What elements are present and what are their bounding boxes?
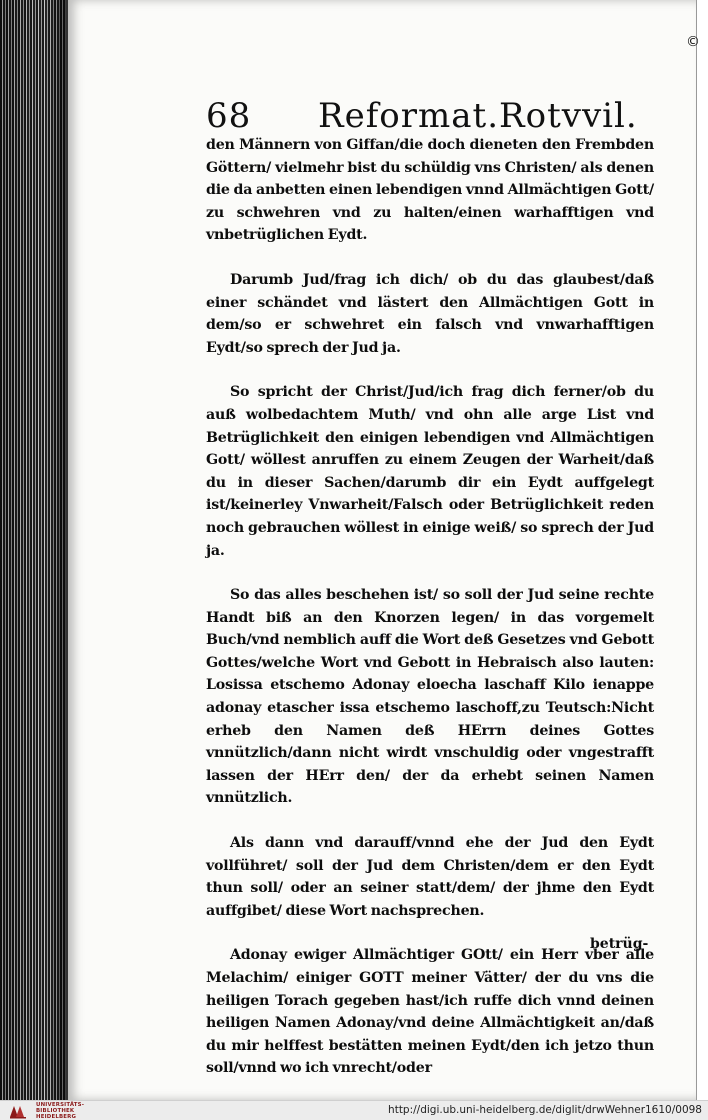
library-name-line-2: BIBLIOTHEK [36,1108,75,1114]
page-number: 68 [206,96,252,136]
running-title: Reformat.Rotvvil. [318,96,638,136]
library-name[interactable] [36,1102,84,1120]
university-library-logo-icon[interactable] [8,1103,28,1119]
paragraph-2: Darumb Jud/frag ich dich/ ob du das glaubest/daß einer schändet vnd lästert den Allmächtigen Gott in dem/so er schwehret ein falsch vnd vnwarhafftigen Eydt/so sprech der Jud ja. [206,271,654,356]
book-page-edges [0,0,68,1100]
library-name-line-1: UNIVERSITÄTS- [36,1102,85,1108]
paragraph-5: Als dann vnd darauff/vnnd ehe der Jud den Eydt vollführet/ soll der Jud dem Christen/dem er den Eydt thun soll/ oder an seiner statt/dem/ der jhme den Eydt auffgibet/ diese Wort nachsprechen. [206,835,654,919]
page-text [206,134,654,1080]
paragraph-6: Adonay ewiger Allmächtiger GOtt/ ein Herr vber alle Melachim/ einiger GOTT meiner Vätter/ der du vns die heiligen Torach gegeben hast/ich ruffe dich vnnd deinen heiligen Namen Adonay/vnd deine Allmächtigkeit an/daß du mir helffest bestätten meinen Eydt/den ich jetzo thun soll/vnnd wo ich vnrecht/oder [206,947,654,1077]
paragraph-1: den Männern von Giffan/die doch dieneten den Frembden Göttern/ vielmehr bist du schüldig vns Christen/ als denen die da anbetten einen lebendigen vnnd Allmächtigen Gott/ zu schwehren vnd zu halten/einen warhafftigen vnd vnbetrüglichen Eydt. [206,137,654,244]
catchword: betrüg- [590,936,649,952]
viewer-footer [0,1100,708,1120]
corner-mark: © [686,34,700,50]
permalink-url[interactable]: http://digi.ub.uni-heidelberg.de/diglit/drwWehner1610/0098 [388,1104,702,1116]
paragraph-3: So spricht der Christ/Jud/ich frag dich ferner/ob du auß wolbedachtem Muth/ vnd ohn alle arge List vnd Betrüglichkeit den einigen lebendigen vnd Allmächtigen Gott/ wöllest anruffen zu einem Zeugen der Warheit/daß du in dieser Sachen/darumb dir ein Eydt auffgelegt ist/keinerley Vnwarheit/Falsch oder Betrüglichkeit reden noch gebrauchen wöllest in einige weiß/ so sprech der Jud ja. [206,384,654,559]
library-name-line-3: HEIDELBERG [36,1114,77,1120]
paragraph-4: So das alles beschehen ist/ so soll der Jud seine rechte Handt biß an den Knorzen legen/ in das vorgemelt Buch/vnd nemblich auff die Wort deß Gesetzes vnd Gebott Gottes/welche Wort vnd Gebott in Hebraisch also lauten: Losissa etschemo Adonay eloecha laschaff Kilo ienappe adonay etascher issa etschemo laschoff,zu Teutsch:Nicht erheb den Namen deß HErrn deines Gottes vnnützlich/dann nicht wirdt vnschuldig oder vngestrafft lassen der HErr den/ der da erhebt seinen Namen vnnützlich. [206,587,654,807]
page-right-margin [696,0,708,1100]
page-header [140,96,660,136]
